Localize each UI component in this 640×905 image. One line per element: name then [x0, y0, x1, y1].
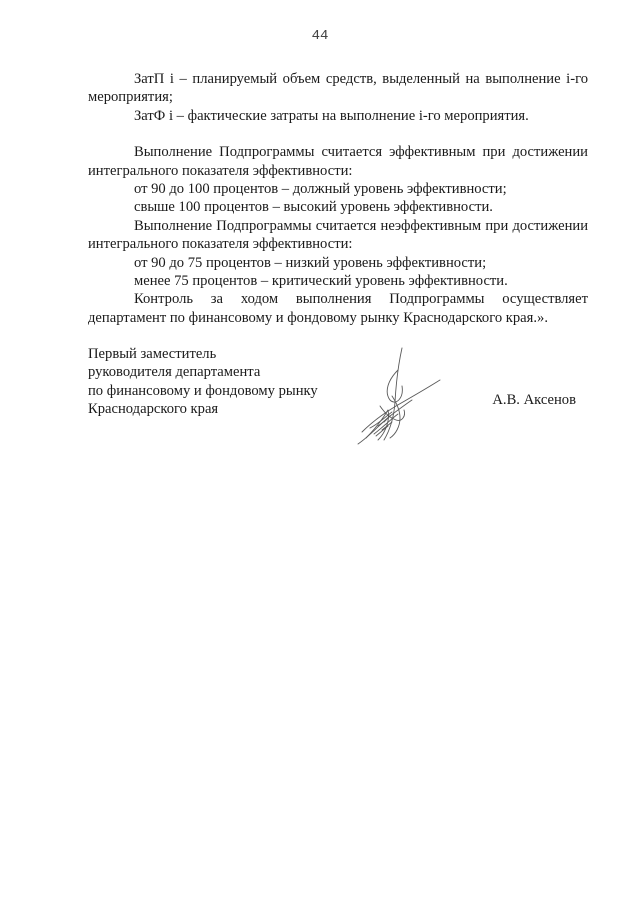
signatory-position-line: Краснодарского края [88, 401, 219, 418]
paragraph-control: Контроль за ходом выполнения Подпрограммы осуществляет департамент по финансовому и фондовому рынку Краснодарского края.». [88, 291, 588, 326]
paragraph-ineffective-condition: Выполнение Подпрограммы считается неэффективным при достижении интегрального показателя эффективности: [88, 217, 588, 253]
signature-block [88, 345, 588, 445]
document-body [88, 70, 588, 327]
paragraph-range-proper: от 90 до 100 процентов – должный уровень эффективности; [134, 181, 507, 198]
signatory-position-line: Первый заместитель [88, 346, 217, 362]
paragraph-effective-condition: Выполнение Подпрограммы считается эффективным при достижении интегрального показателя эффективности: [88, 144, 588, 179]
paragraph-range-low: от 90 до 75 процентов – низкий уровень эффективности; [134, 254, 487, 271]
paragraph-range-critical: менее 75 процентов – критический уровень эффективности. [134, 273, 508, 290]
signatory-position-line: по финансовому и фондовому рынку [88, 382, 318, 399]
paragraph-range-high: свыше 100 процентов – высокий уровень эффективности. [134, 199, 493, 216]
page-number: 44 [311, 28, 329, 44]
signatory-position-line: руководителя департамента [88, 364, 261, 381]
paragraph-zatp-definition: ЗатП i – планируемый объем средств, выделенный на выполнение i-го мероприятия; [88, 71, 588, 106]
signatory-name: А.В. Аксенов [492, 392, 576, 408]
handwritten-signature-icon [340, 340, 455, 455]
paragraph-zatf-definition: ЗатФ i – фактические затраты на выполнение i-го мероприятия. [134, 107, 529, 124]
